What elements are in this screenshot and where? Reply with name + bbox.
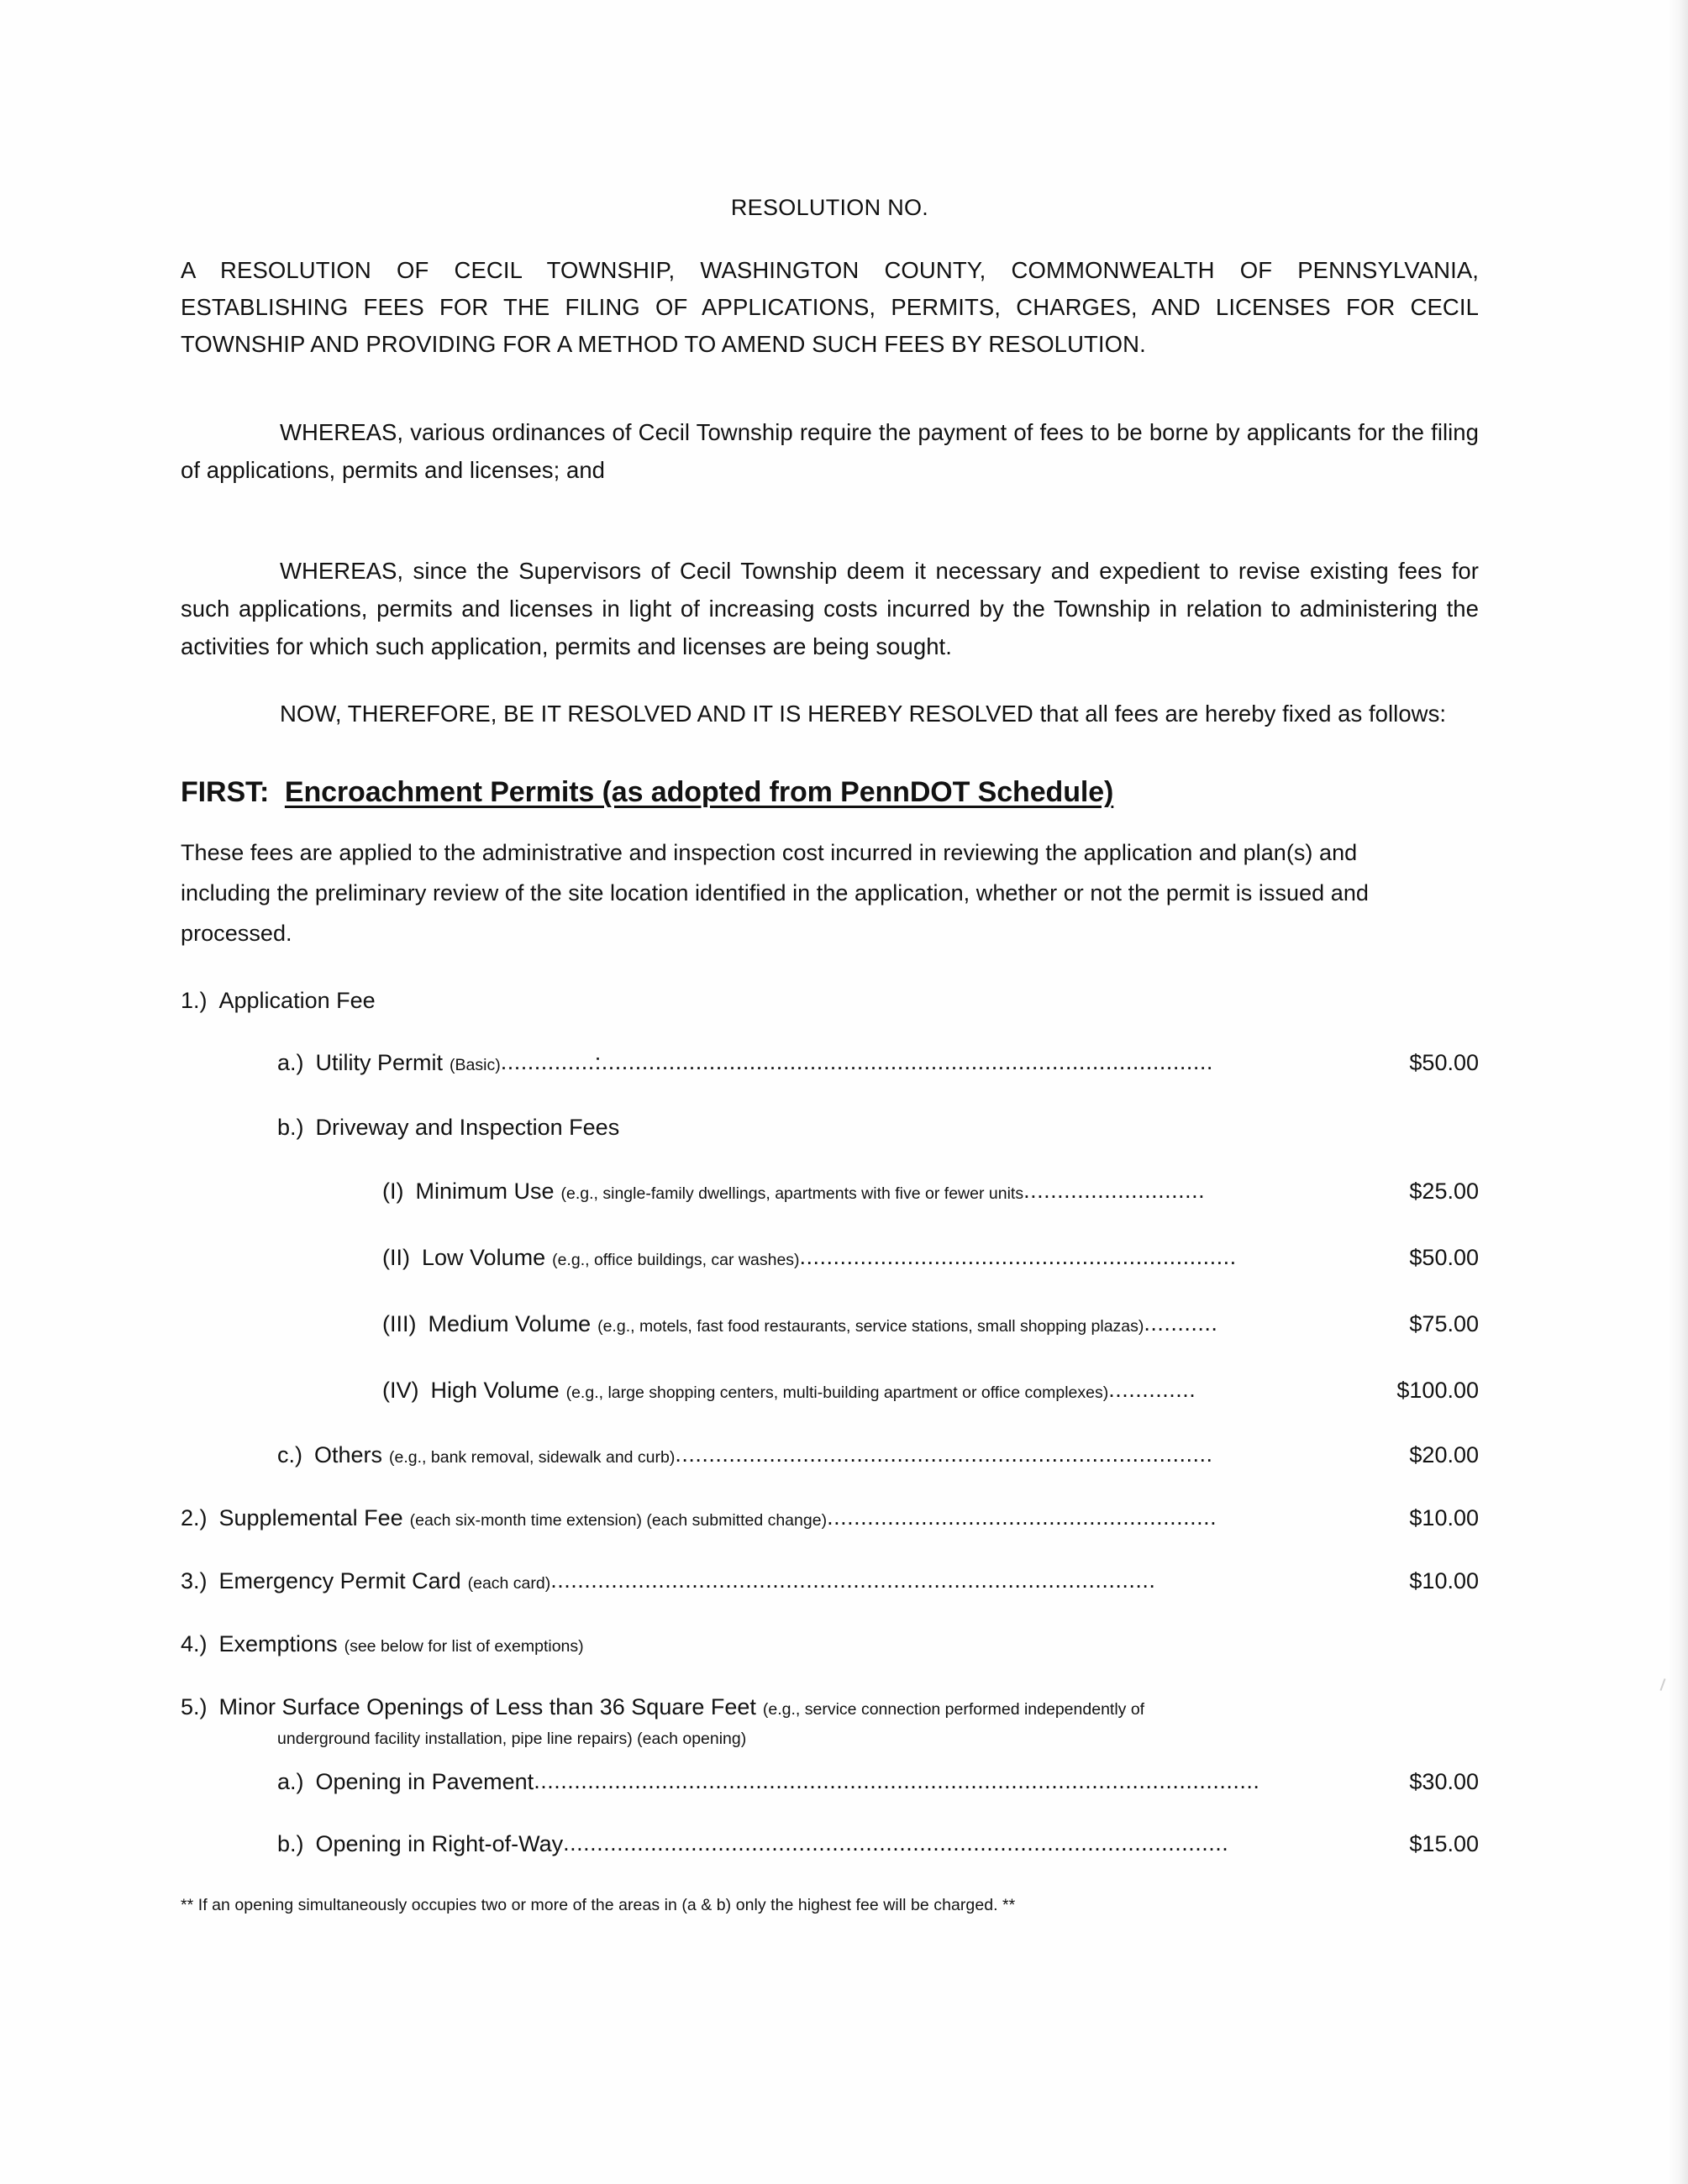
fee-schedule-footnote: ** If an opening simultaneously occupies two or more of the areas in (a & b) only the highest fee will be charged. ** [181,1896,1016,1914]
fee-item-2-leader: .......................................................... [827,1504,1217,1530]
fee-item-1b [277,1114,1479,1141]
fee-item-1b-ii-marker: (II) [382,1245,410,1270]
scan-artifact-mark [1659,1678,1665,1691]
scan-edge-shadow [1668,0,1688,2184]
fee-item-1a [277,1049,1479,1079]
fee-item-1b-i [382,1178,1479,1207]
section-heading-text: Encroachment Permits (as adopted from PennDOT Schedule) [284,776,1114,808]
fee-item-1b-ii-leader: ................................................................. [799,1244,1237,1269]
fee-item-1a-note: (Basic) [450,1056,501,1074]
page-title: RESOLUTION NO. [730,195,929,220]
fee-item-5 [181,1693,1479,1723]
fee-item-3-label: Emergency Permit Card [218,1568,461,1593]
fee-item-1c-label: Others [314,1442,383,1467]
fee-item-2-note: (each six-month time extension) (each submitted change) [409,1511,828,1530]
fee-item-4-note: (see below for list of exemptions) [344,1637,584,1656]
fee-item-1c-amount: $20.00 [1409,1442,1479,1467]
fee-item-2-label: Supplemental Fee [218,1505,403,1530]
fee-item-1b-iv-label: High Volume [430,1378,560,1403]
section-heading-first [181,776,1479,809]
fee-item-5a-leader: ............................................................................................................ [534,1768,1260,1793]
fee-item-1b-i-marker: (I) [382,1179,404,1204]
fee-item-1b-ii-label: Low Volume [422,1245,546,1270]
fee-item-1b-iii-marker: (III) [382,1311,417,1336]
fee-item-1c-leader: ................................................................................ [675,1441,1213,1467]
fee-item-5-note: (e.g., service connection performed independently of [762,1700,1145,1719]
fee-item-1b-iii-amount: $75.00 [1409,1311,1479,1336]
document-content [181,0,1479,1915]
fee-item-1b-marker: b.) [277,1115,304,1140]
fee-item-5b-label: Opening in Right-of-Way [315,1831,564,1856]
fee-item-1-label: Application Fee [218,988,376,1013]
section-intro-paragraph: These fees are applied to the administrative and inspection cost incurred in reviewing the application and plan(s) and including the preliminary review of the site location identified in the application, whether or not the permit is issued and processed. [181,840,1369,946]
preamble-paragraph: A RESOLUTION OF CECIL TOWNSHIP, WASHINGTON COUNTY, COMMONWEALTH OF PENNSYLVANIA, ESTABLISHING FEES FOR THE FILING OF APPLICATIONS, PERMITS, CHARGES, AND LICENSES FOR CECIL TOWNSHIP AND PROVIDING FOR A METHOD TO AMEND SUCH FEES BY RESOLUTION. [181,257,1479,357]
fee-item-5-marker: 5.) [181,1694,208,1719]
whereas-clause-1-text: WHEREAS, various ordinances of Cecil Township require the payment of fees to be borne by applicants for the filing of applications, permits and licenses; and [181,419,1479,483]
fee-item-1a-marker: a.) [277,1050,304,1075]
fee-item-3-marker: 3.) [181,1568,208,1593]
fee-item-1b-ii-amount: $50.00 [1409,1245,1479,1270]
fee-item-1a-leader: ..............:........................................................................................... [500,1049,1213,1074]
fee-item-1b-iii-note: (e.g., motels, fast food restaurants, service stations, small shopping plazas) [597,1317,1144,1336]
fee-schedule-list [181,987,1479,1915]
fee-item-1a-amount: $50.00 [1409,1050,1479,1075]
fee-item-1b-i-note: (e.g., single-family dwellings, apartments with five or fewer units [560,1184,1024,1203]
fee-item-1c-note: (e.g., bank removal, sidewalk and curb) [389,1448,676,1467]
fee-item-1c-marker: c.) [277,1442,302,1467]
fee-item-3-amount: $10.00 [1409,1568,1479,1593]
fee-item-3 [181,1567,1479,1597]
resolving-clause [181,695,1479,732]
fee-item-5a [277,1768,1479,1795]
fee-item-4-marker: 4.) [181,1631,208,1656]
fee-item-5-note-continued: underground facility installation, pipe line repairs) (each opening) [277,1730,747,1748]
fee-item-5b [277,1830,1479,1857]
fee-item-4-label: Exemptions [218,1631,338,1656]
fee-item-1a-label: Utility Permit [315,1050,444,1075]
fee-item-5b-marker: b.) [277,1831,304,1856]
fee-item-1b-iv-marker: (IV) [382,1378,419,1403]
fee-item-1b-i-label: Minimum Use [415,1179,555,1204]
fee-item-5a-marker: a.) [277,1769,304,1794]
fee-item-1 [181,987,1479,1014]
fee-item-1b-iii [382,1310,1479,1340]
fee-item-1b-iii-label: Medium Volume [428,1311,592,1336]
fee-item-2 [181,1504,1479,1534]
whereas-clause-2-text: WHEREAS, since the Supervisors of Cecil Township deem it necessary and expedient to revise existing fees for such applications, permits and licenses in light of increasing costs incurred by the Township in relation to administering the activities for which such application, permits and licenses are being sought. [181,558,1479,659]
fee-item-1b-iv-amount: $100.00 [1396,1378,1479,1403]
whereas-clause-1 [181,413,1479,489]
fee-item-3-leader: .......................................................................................... [550,1567,1156,1593]
fee-item-1b-i-amount: $25.00 [1409,1179,1479,1204]
fee-item-1b-ii-note: (e.g., office buildings, car washes) [552,1251,800,1269]
fee-item-1b-iii-leader: ........... [1144,1310,1218,1336]
fee-item-5a-amount: $30.00 [1409,1769,1479,1794]
fee-item-5b-leader: ................................................................................................... [563,1830,1229,1856]
fee-item-4 [181,1630,1479,1660]
fee-item-2-marker: 2.) [181,1505,208,1530]
fee-item-3-note: (each card) [467,1574,551,1593]
fee-item-1b-iv [382,1377,1479,1406]
fee-item-1b-ii [382,1244,1479,1273]
fee-item-1b-label: Driveway and Inspection Fees [315,1115,620,1140]
fee-item-5b-amount: $15.00 [1409,1831,1479,1856]
fee-item-1b-i-leader: ........................... [1023,1178,1206,1203]
fee-item-2-amount: $10.00 [1409,1505,1479,1530]
whereas-clause-2 [181,552,1479,665]
fee-item-1b-iv-leader: ............. [1108,1377,1196,1402]
fee-item-5a-label: Opening in Pavement [315,1769,534,1794]
fee-item-5-label: Minor Surface Openings of Less than 36 Square Feet [218,1694,756,1719]
fee-item-1b-iv-note: (e.g., large shopping centers, multi-building apartment or office complexes) [565,1383,1109,1402]
section-number-label: FIRST: [181,776,270,808]
resolving-clause-text: NOW, THEREFORE, BE IT RESOLVED AND IT IS HEREBY RESOLVED that all fees are hereby fixed as follows: [280,701,1447,727]
fee-item-1-marker: 1.) [181,988,208,1013]
fee-item-1c [277,1441,1479,1471]
